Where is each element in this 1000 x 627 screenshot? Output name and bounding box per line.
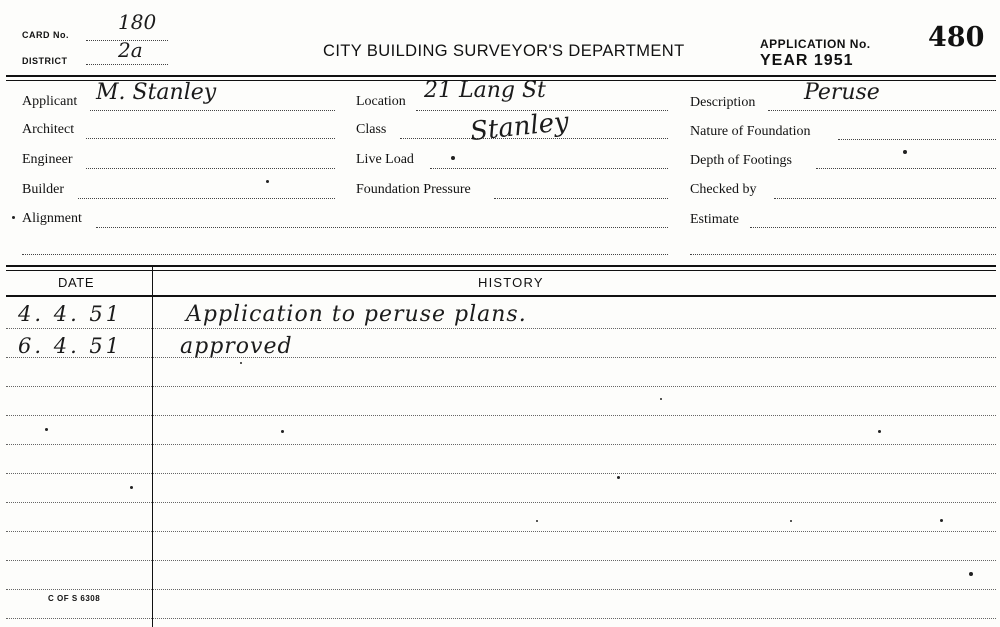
history-rule-top-2 [6, 270, 996, 271]
history-entry-2-date: 6. 4. 51 [18, 334, 123, 358]
history-line [6, 531, 996, 532]
card-no-label: CARD No. [22, 30, 69, 40]
checked-by-label: Checked by [690, 182, 757, 197]
alignment-label: Alignment [22, 211, 82, 226]
scan-speck [878, 430, 881, 433]
location-label: Location [356, 94, 406, 109]
history-line [6, 386, 996, 387]
history-line [6, 502, 996, 503]
architect-label: Architect [22, 122, 75, 137]
alignment-line [96, 227, 668, 228]
builder-label: Builder [22, 182, 64, 197]
alignment-line-2 [22, 254, 668, 255]
history-rule-top [6, 265, 996, 267]
date-column-divider [152, 266, 153, 627]
estimate-label: Estimate [690, 212, 739, 227]
district-label: DISTRICT [22, 56, 68, 66]
scan-speck [790, 520, 792, 522]
history-entry-2-text: approved [180, 334, 293, 359]
history-line [6, 589, 996, 590]
district-value: 2a [118, 38, 143, 62]
estimate-line [750, 227, 996, 228]
class-label: Class [356, 122, 387, 137]
estimate-line-2 [690, 254, 996, 255]
application-no-label: APPLICATION No. [760, 37, 871, 51]
scan-speck [617, 476, 620, 479]
live-load-label: Live Load [356, 152, 414, 167]
scan-speck [281, 430, 284, 433]
district-line [86, 64, 168, 65]
scan-speck [940, 519, 943, 522]
scan-speck [45, 428, 48, 431]
applicant-value: M. Stanley [96, 80, 217, 105]
card-no-value: 180 [118, 10, 157, 34]
location-value: 21 Lang St [424, 78, 546, 103]
history-line [6, 560, 996, 561]
applicant-label: Applicant [22, 94, 78, 109]
history-line [6, 328, 996, 329]
depth-of-footings-label: Depth of Footings [690, 153, 792, 168]
scan-speck [969, 572, 973, 576]
engineer-label: Engineer [22, 152, 73, 167]
history-entry-1-date: 4. 4. 51 [18, 302, 123, 326]
history-line [6, 473, 996, 474]
builder-line [78, 198, 335, 199]
history-entry-1-text: Application to peruse plans. [186, 302, 527, 327]
header-rule-top [6, 75, 996, 77]
date-header: DATE [58, 275, 95, 290]
scan-speck [903, 150, 907, 154]
class-signature: Stanley [468, 106, 571, 148]
nature-of-foundation-label: Nature of Foundation [690, 124, 811, 139]
application-no-value: 480 [928, 22, 985, 53]
scan-speck [451, 156, 455, 160]
history-header: HISTORY [478, 275, 544, 290]
history-line [6, 357, 996, 358]
live-load-line [430, 168, 668, 169]
scan-speck [130, 486, 133, 489]
description-value: Peruse [804, 80, 880, 105]
description-line [768, 110, 996, 111]
department-title: CITY BUILDING SURVEYOR'S DEPARTMENT [323, 42, 685, 60]
scan-speck [536, 520, 538, 522]
scan-speck [266, 180, 269, 183]
nature-of-foundation-line [838, 139, 996, 140]
history-line [6, 444, 996, 445]
form-code: C OF S 6308 [48, 594, 101, 603]
history-header-rule [6, 295, 996, 297]
architect-line [86, 138, 335, 139]
description-label: Description [690, 95, 756, 110]
checked-by-line [774, 198, 996, 199]
history-line [6, 618, 996, 619]
scan-speck [240, 362, 242, 364]
foundation-pressure-line [494, 198, 668, 199]
applicant-line [90, 110, 335, 111]
foundation-pressure-label: Foundation Pressure [356, 182, 471, 197]
scan-speck [12, 216, 15, 219]
year-label: YEAR 1951 [760, 52, 854, 69]
engineer-line [86, 168, 335, 169]
scan-speck [660, 398, 662, 400]
depth-of-footings-line [816, 168, 996, 169]
history-line [6, 415, 996, 416]
